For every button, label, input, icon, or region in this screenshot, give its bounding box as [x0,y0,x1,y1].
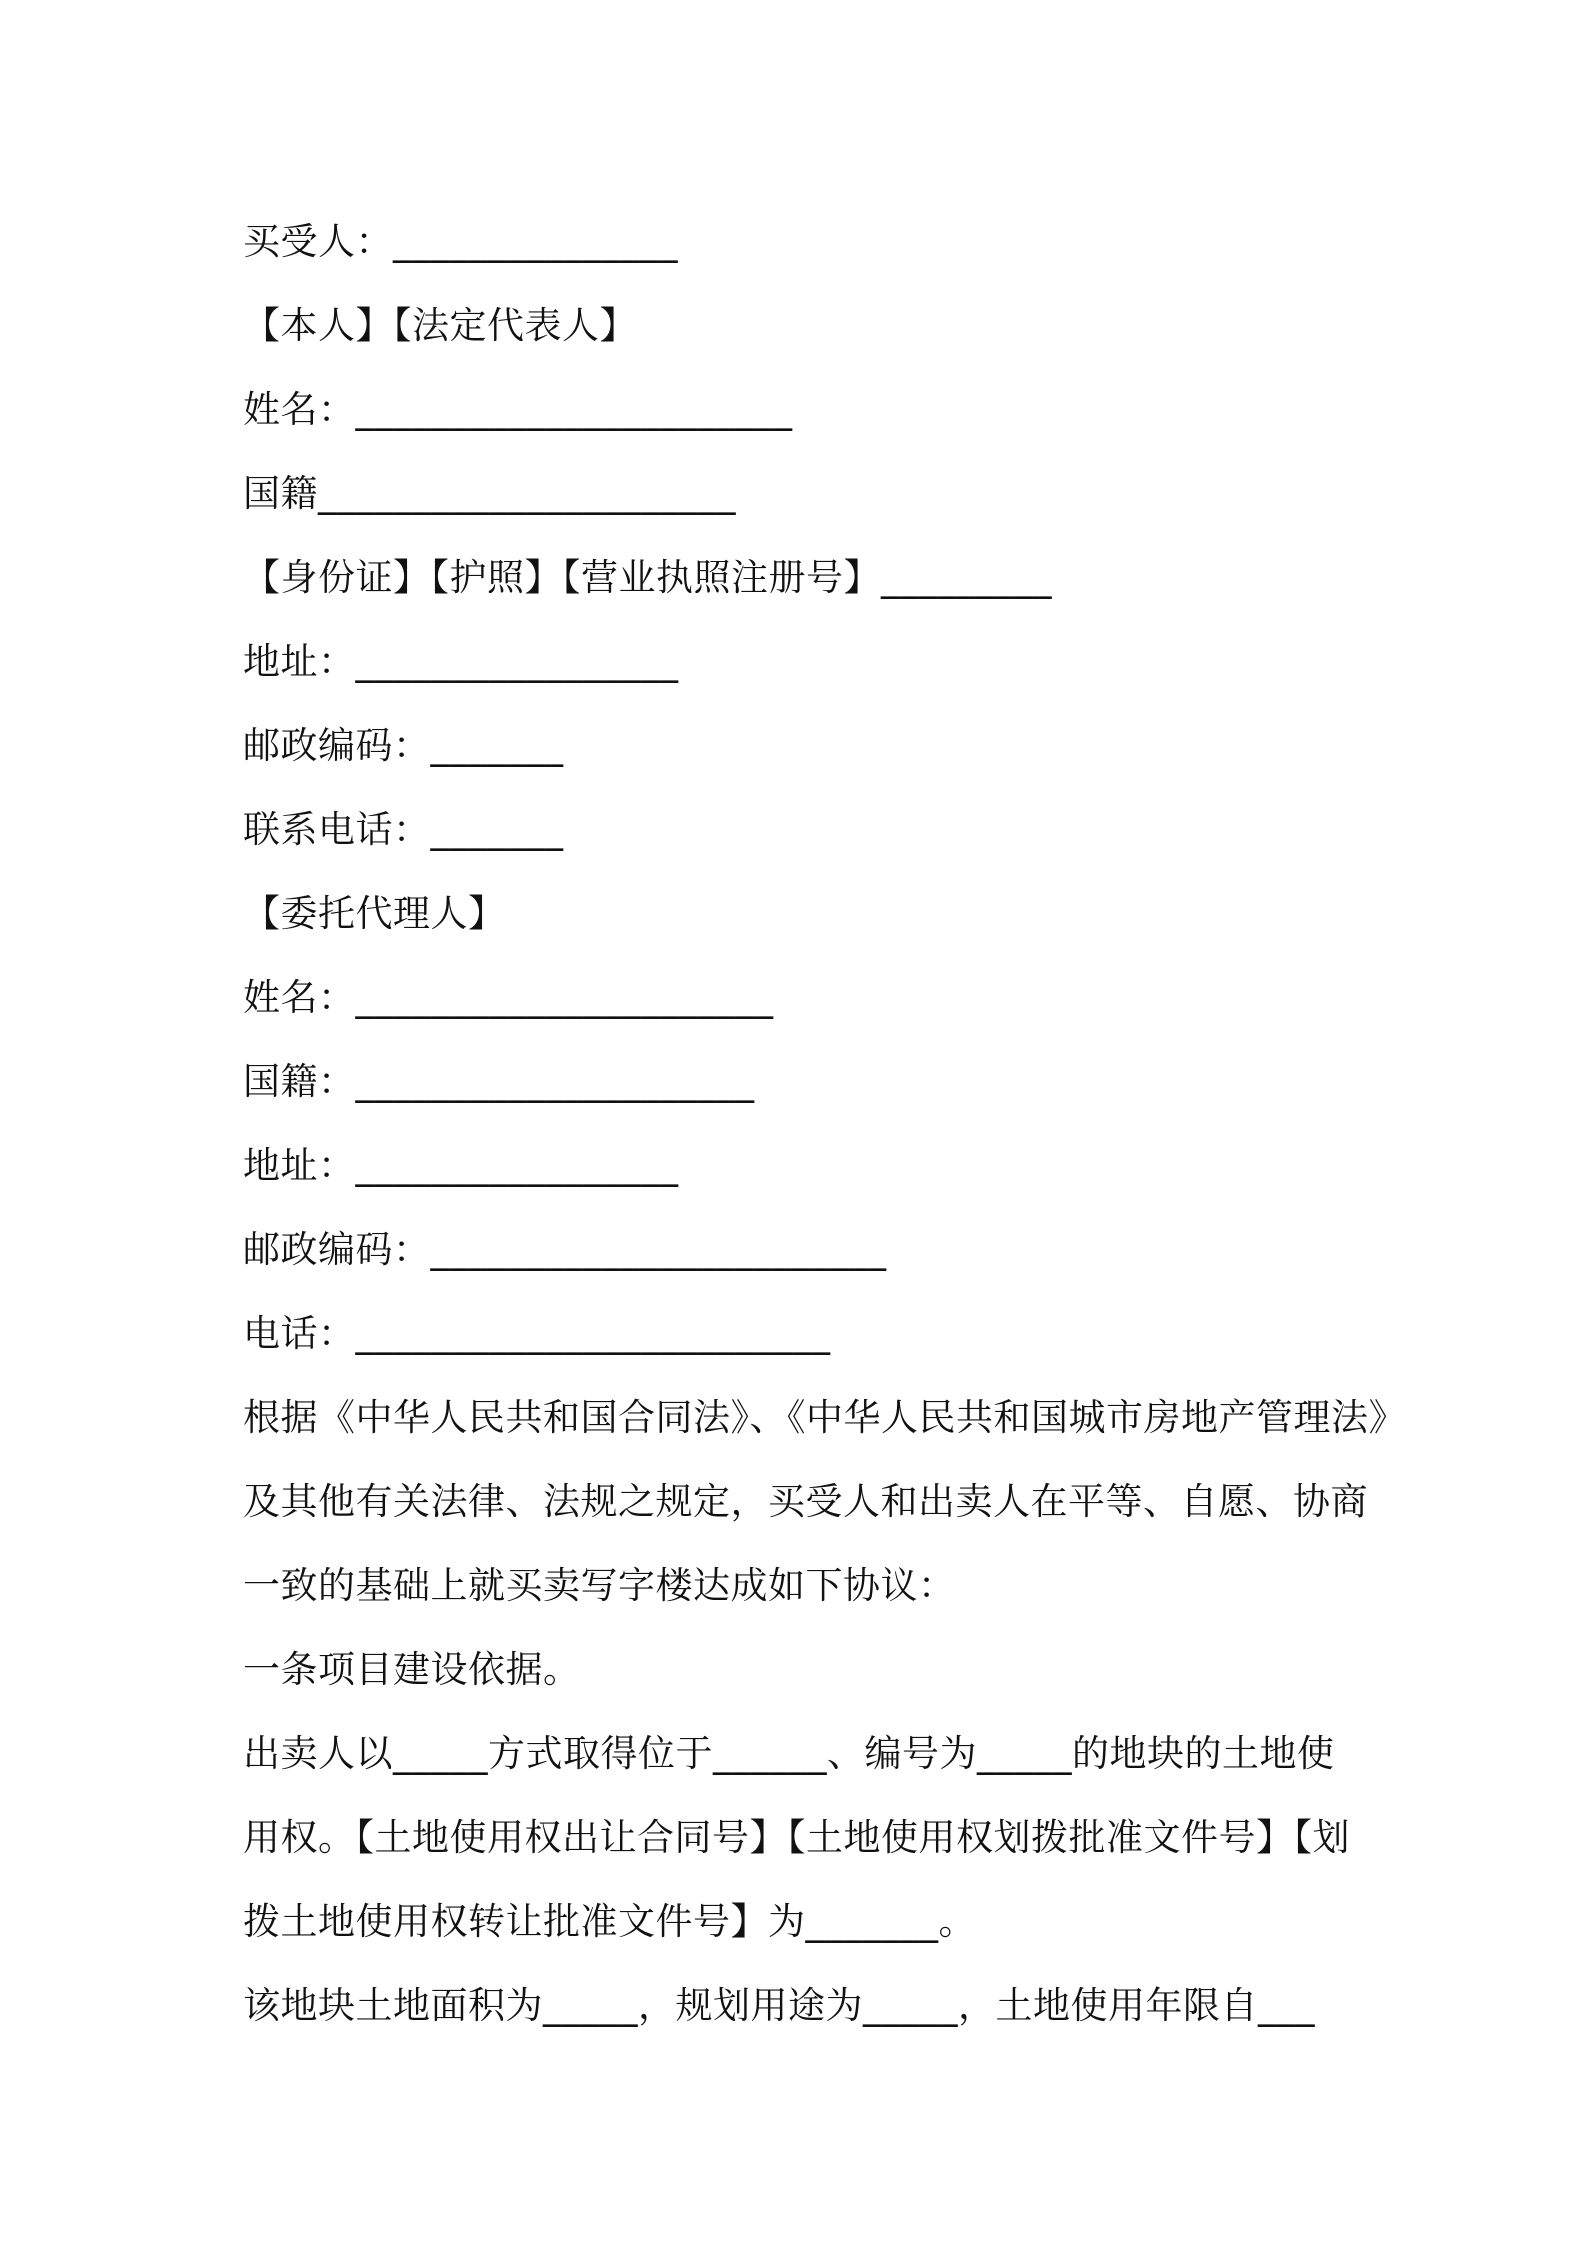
paragraph-line: 用权。【土地使用权出让合同号】【土地使用权划拨批准文件号】【划 [243,1816,1350,1859]
agent-address-line: 地址：_________________ [243,1144,679,1187]
name-line: 姓名：_______________________ [243,388,793,431]
paragraph-line: 根据《中华人民共和国合同法》、《中华人民共和国城市房地产管理法》 [243,1396,1406,1439]
agent-heading: 【委托代理人】 [243,892,506,935]
agent-postal-code-line: 邮政编码：________________________ [243,1228,887,1271]
paragraph-line: 该地块土地面积为_____，规划用途为_____，土地使用年限自___ [243,1984,1315,2027]
agent-name-line: 姓名：______________________ [243,976,774,1019]
land-acquisition-paragraph [243,1712,1358,1964]
address-line: 地址：_________________ [243,640,679,683]
clause-title: 一条项目建设依据。 [243,1648,581,1691]
id-document-line: 【身份证】【护照】【营业执照注册号】_________ [243,556,1052,599]
paragraph-line: 拨土地使用权转让批准文件号】为_______。 [243,1900,976,1943]
nationality-line: 国籍______________________ [243,472,736,515]
land-area-paragraph [243,1964,1358,2048]
postal-code-line: 邮政编码：_______ [243,724,564,767]
document-body [243,200,1406,2048]
legal-basis-paragraph [243,1376,1406,1628]
paragraph-line: 出卖人以_____方式取得位于______、编号为_____的地块的土地使 [243,1732,1335,1775]
representative-type-line: 【本人】【法定代表人】 [243,304,637,347]
paragraph-line: 一致的基础上就买卖写字楼达成如下协议： [243,1564,956,1607]
buyer-line: 买受人：_______________ [243,220,678,263]
agent-nationality-line: 国籍：_____________________ [243,1060,755,1103]
agent-phone-line: 电话：_________________________ [243,1312,831,1355]
paragraph-line: 及其他有关法律、法规之规定，买受人和出卖人在平等、自愿、协商 [243,1480,1368,1523]
contact-phone-line: 联系电话：_______ [243,808,564,851]
